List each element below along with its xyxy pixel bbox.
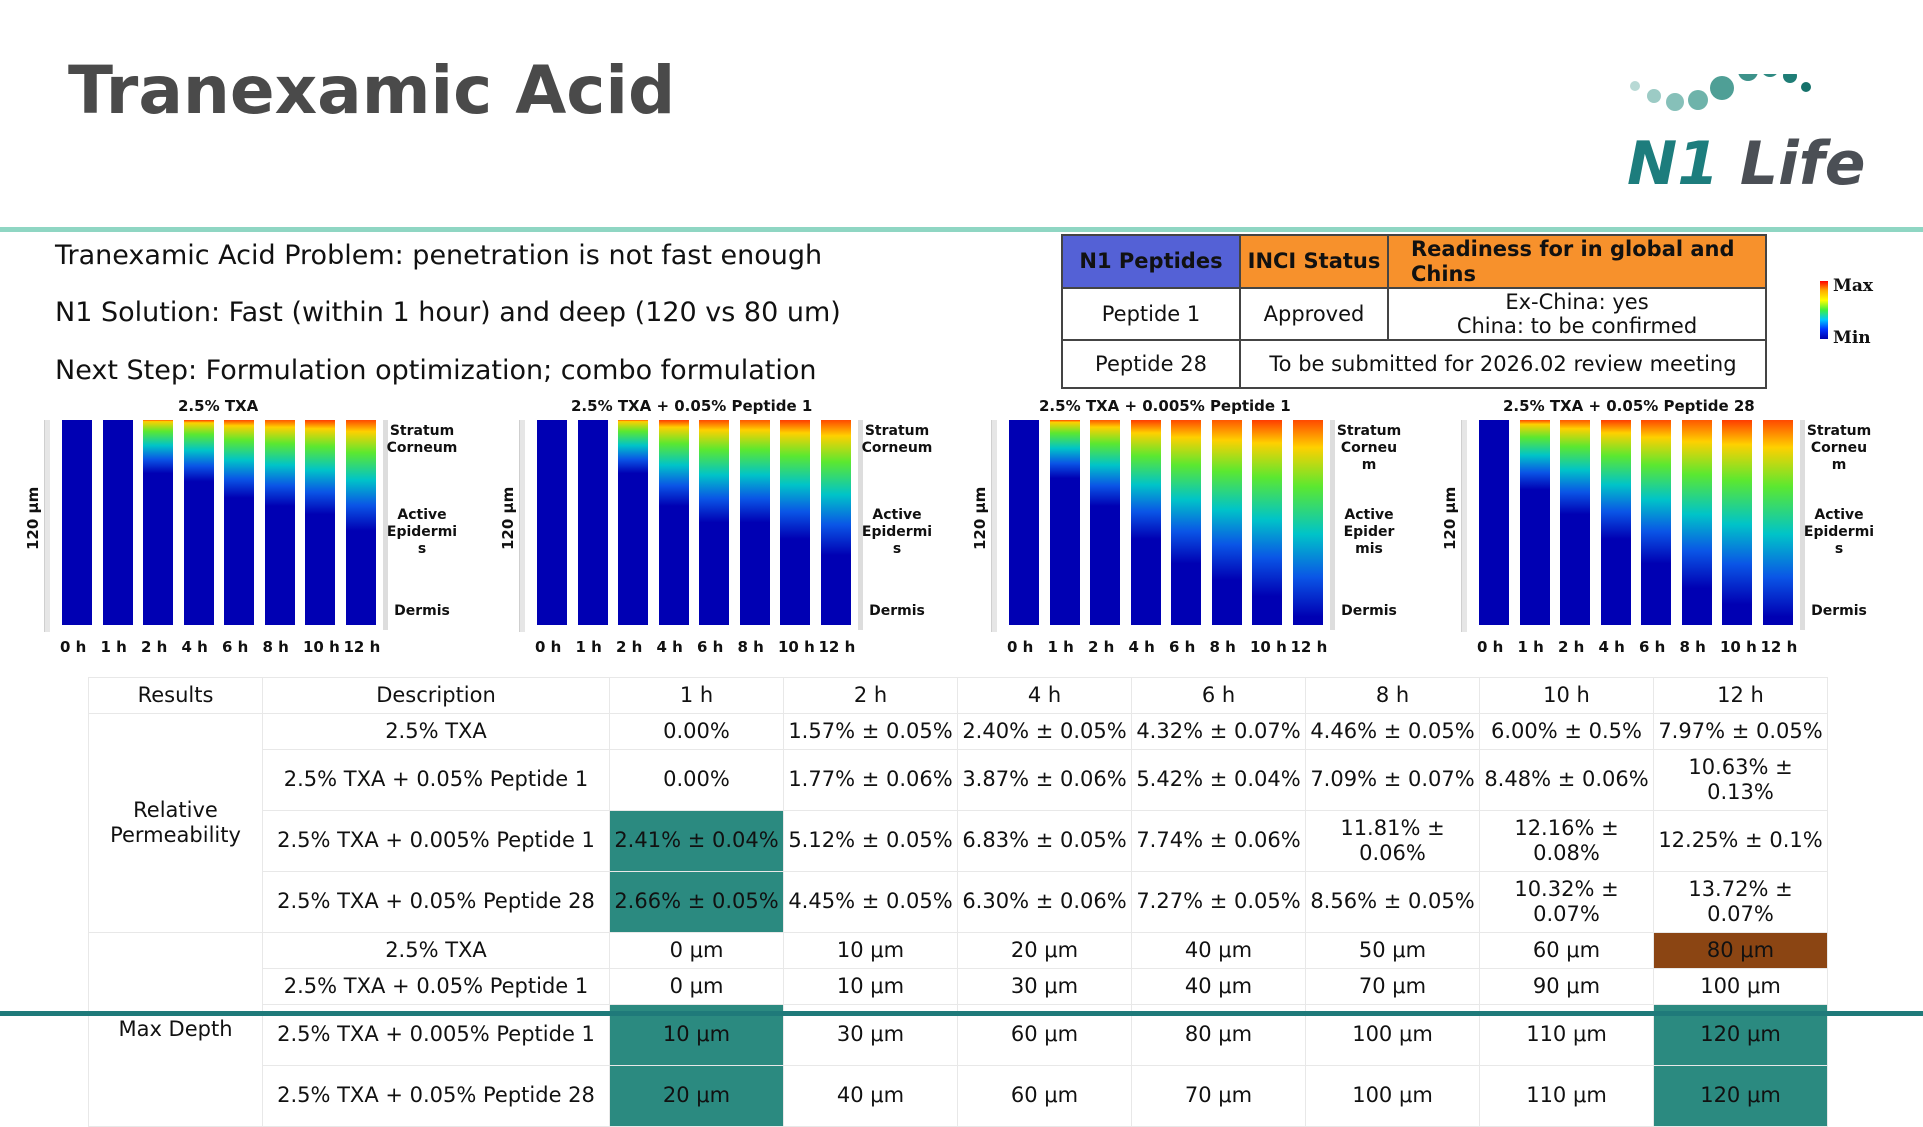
heatmap-column: [1560, 420, 1590, 625]
results-column-header: 8 h: [1306, 678, 1480, 714]
time-tick-label: 6 h: [697, 638, 724, 656]
panel-title: 2.5% TXA + 0.005% Peptide 1: [1039, 397, 1291, 415]
result-value-cell: 110 μm: [1480, 1005, 1654, 1066]
time-tick-label: 1 h: [1517, 638, 1544, 656]
time-tick-label: 0 h: [535, 638, 562, 656]
panel-title: 2.5% TXA: [178, 397, 259, 415]
result-value-cell: 0 μm: [610, 969, 784, 1005]
result-value-cell: 1.57% ± 0.05%: [784, 714, 958, 750]
readiness-line: Ex-China: yes: [1505, 289, 1649, 314]
result-value-cell: 0.00%: [610, 750, 784, 811]
results-column-header: 2 h: [784, 678, 958, 714]
heatmap-column: [1171, 420, 1201, 625]
result-value-cell: 2.41% ± 0.04%: [610, 811, 784, 872]
time-tick-label: 0 h: [1007, 638, 1034, 656]
y-axis-label: 120 μm: [1441, 486, 1459, 550]
result-value-cell: 6.83% ± 0.05%: [958, 811, 1132, 872]
result-value-cell: 40 μm: [1132, 969, 1306, 1005]
time-tick-label: 2 h: [141, 638, 168, 656]
layer-label-active-epidermis: Active Epider mis: [1343, 507, 1395, 557]
result-value-cell: 8.48% ± 0.06%: [1480, 750, 1654, 811]
result-value-cell: 100 μm: [1306, 1005, 1480, 1066]
heatmap-column: [224, 420, 254, 625]
result-value-cell: 4.45% ± 0.05%: [784, 872, 958, 933]
n1-life-logo: [1627, 129, 1866, 199]
layer-label-stratum-corneum: Stratum Corneum: [386, 423, 458, 456]
time-tick-label: 8 h: [1209, 638, 1236, 656]
heatmap-column: [305, 420, 335, 625]
heatmap-column: [1682, 420, 1712, 625]
layer-label-dermis: Dermis: [1341, 603, 1397, 619]
heatmap-column: [537, 420, 567, 625]
result-value-cell: 60 μm: [1480, 933, 1654, 969]
time-tick-label: 0 h: [1477, 638, 1504, 656]
panel-title: 2.5% TXA + 0.05% Peptide 1: [571, 397, 813, 415]
formulation-description: 2.5% TXA + 0.05% Peptide 28: [263, 1066, 610, 1127]
time-tick-label: 12 h: [818, 638, 856, 656]
formulation-description: 2.5% TXA + 0.05% Peptide 28: [263, 872, 610, 933]
readiness-merged: To be submitted for 2026.02 review meeting: [1240, 340, 1766, 388]
y-axis-label: 120 μm: [499, 486, 517, 550]
layer-label-stratum-corneum: Stratum Corneu m: [1806, 423, 1872, 473]
heatmap-column: [578, 420, 608, 625]
formulation-description: 2.5% TXA + 0.05% Peptide 1: [263, 750, 610, 811]
result-value-cell: 70 μm: [1132, 1066, 1306, 1127]
time-tick-label: 12 h: [343, 638, 381, 656]
heatmap-panel: [24, 395, 490, 660]
problem-statement: Tranexamic Acid Problem: penetration is not fast enough: [55, 240, 823, 271]
heatmap-column: [618, 420, 648, 625]
inci-status: Approved: [1240, 288, 1388, 340]
result-value-cell: 0.00%: [610, 714, 784, 750]
time-tick-label: 4 h: [1128, 638, 1155, 656]
time-tick-label: 8 h: [1679, 638, 1706, 656]
result-value-cell: 13.72% ± 0.07%: [1654, 872, 1828, 933]
time-tick-label: 6 h: [1169, 638, 1196, 656]
formulation-description: 2.5% TXA + 0.005% Peptide 1: [263, 811, 610, 872]
layer-label-dermis: Dermis: [1811, 603, 1867, 619]
result-value-cell: 6.30% ± 0.06%: [958, 872, 1132, 933]
time-tick-label: 6 h: [222, 638, 249, 656]
y-axis-label: 120 μm: [24, 486, 42, 550]
heatmap-column: [780, 420, 810, 625]
result-value-cell: 5.12% ± 0.05%: [784, 811, 958, 872]
result-value-cell: 120 μm: [1654, 1005, 1828, 1066]
result-value-cell: 20 μm: [958, 933, 1132, 969]
result-value-cell: 60 μm: [958, 1066, 1132, 1127]
result-value-cell: 60 μm: [958, 1005, 1132, 1066]
result-value-cell: 10 μm: [784, 969, 958, 1005]
result-value-cell: 50 μm: [1306, 933, 1480, 969]
result-value-cell: 30 μm: [784, 1005, 958, 1066]
time-tick-label: 8 h: [737, 638, 764, 656]
peptide-name: Peptide 1: [1062, 288, 1240, 340]
time-tick-label: 2 h: [1088, 638, 1115, 656]
heatmap-column: [1641, 420, 1671, 625]
y-axis-label: 120 μm: [971, 486, 989, 550]
results-column-header: 6 h: [1132, 678, 1306, 714]
page-title: Tranexamic Acid: [68, 52, 676, 129]
result-value-cell: 4.46% ± 0.05%: [1306, 714, 1480, 750]
time-tick-label: 4 h: [656, 638, 683, 656]
heatmap-column: [659, 420, 689, 625]
result-value-cell: 90 μm: [1480, 969, 1654, 1005]
formulation-description: 2.5% TXA: [263, 714, 610, 750]
result-value-cell: 5.42% ± 0.04%: [1132, 750, 1306, 811]
readiness-line: China: to be confirmed: [1456, 314, 1698, 338]
results-group-label: Relative Permeability: [89, 714, 263, 933]
table-row: [89, 1066, 1828, 1127]
table-row: [89, 933, 1828, 969]
heatmap-column: [699, 420, 729, 625]
time-tick-label: 1 h: [100, 638, 127, 656]
layer-label-active-epidermis: Active Epidermi s: [861, 507, 933, 557]
solution-statement: N1 Solution: Fast (within 1 hour) and deep (120 vs 80 um): [55, 297, 841, 328]
time-tick-label: 1 h: [1047, 638, 1074, 656]
result-value-cell: 10 μm: [784, 933, 958, 969]
result-value-cell: 2.66% ± 0.05%: [610, 872, 784, 933]
formulation-description: 2.5% TXA + 0.05% Peptide 1: [263, 969, 610, 1005]
results-column-header: 10 h: [1480, 678, 1654, 714]
layer-label-active-epidermis: Active Epidermi s: [386, 507, 458, 557]
heatmap-panel: [1441, 395, 1907, 660]
result-value-cell: 2.40% ± 0.05%: [958, 714, 1132, 750]
scale-max-label: Max: [1833, 276, 1873, 296]
result-value-cell: 7.09% ± 0.07%: [1306, 750, 1480, 811]
time-tick-label: 1 h: [575, 638, 602, 656]
heatmap-panel: [499, 395, 965, 660]
result-value-cell: 100 μm: [1654, 969, 1828, 1005]
heatmap-column: [1212, 420, 1242, 625]
result-value-cell: 80 μm: [1132, 1005, 1306, 1066]
heatmap-column: [143, 420, 173, 625]
heatmap-column: [1293, 420, 1323, 625]
result-value-cell: 8.56% ± 0.05%: [1306, 872, 1480, 933]
panel-title: 2.5% TXA + 0.05% Peptide 28: [1503, 397, 1755, 415]
results-group-label: Max Depth: [89, 933, 263, 1127]
layer-label-dermis: Dermis: [869, 603, 925, 619]
time-tick-label: 12 h: [1290, 638, 1328, 656]
next-step-statement: Next Step: Formulation optimization; combo formulation: [55, 355, 817, 386]
peptide-name: Peptide 28: [1062, 340, 1240, 388]
table-row: [89, 872, 1828, 933]
result-value-cell: 6.00% ± 0.5%: [1480, 714, 1654, 750]
result-value-cell: 110 μm: [1480, 1066, 1654, 1127]
result-value-cell: 10.63% ± 0.13%: [1654, 750, 1828, 811]
header-divider: [0, 227, 1923, 232]
logo-life: Life: [1739, 129, 1866, 199]
result-value-cell: 120 μm: [1654, 1066, 1828, 1127]
heatmap-panel: [971, 395, 1437, 660]
table-row: [89, 811, 1828, 872]
heatmap-column: [1050, 420, 1080, 625]
heatmap-column: [1601, 420, 1631, 625]
table-row: [89, 750, 1828, 811]
results-column-header: Results: [89, 678, 263, 714]
result-value-cell: 30 μm: [958, 969, 1132, 1005]
result-value-cell: 10 μm: [610, 1005, 784, 1066]
heatmap-column: [1090, 420, 1120, 625]
results-column-header: 1 h: [610, 678, 784, 714]
time-tick-label: 4 h: [1598, 638, 1625, 656]
time-tick-label: 0 h: [60, 638, 87, 656]
heatmap-column: [1252, 420, 1282, 625]
result-value-cell: 10.32% ± 0.07%: [1480, 872, 1654, 933]
heatmap-column: [62, 420, 92, 625]
time-tick-label: 2 h: [1558, 638, 1585, 656]
col-header-readiness: Readiness for in global and Chins: [1388, 235, 1766, 288]
layer-label-stratum-corneum: Stratum Corneum: [861, 423, 933, 456]
results-column-header: 4 h: [958, 678, 1132, 714]
y-axis-bar: [519, 420, 525, 632]
result-value-cell: 7.27% ± 0.05%: [1132, 872, 1306, 933]
time-tick-label: 8 h: [262, 638, 289, 656]
result-value-cell: 12.16% ± 0.08%: [1480, 811, 1654, 872]
heatmap-column: [1009, 420, 1039, 625]
time-tick-label: 10 h: [1250, 638, 1287, 656]
layer-label-dermis: Dermis: [394, 603, 450, 619]
result-value-cell: 100 μm: [1306, 1066, 1480, 1127]
result-value-cell: 40 μm: [784, 1066, 958, 1127]
heatmap-column: [1479, 420, 1509, 625]
layer-label-stratum-corneum: Stratum Corneu m: [1336, 423, 1402, 473]
readiness-cell: [1388, 288, 1766, 340]
result-value-cell: 7.74% ± 0.06%: [1132, 811, 1306, 872]
peptide-status-table: [1061, 234, 1767, 389]
result-value-cell: 3.87% ± 0.06%: [958, 750, 1132, 811]
formulation-description: 2.5% TXA + 0.005% Peptide 1: [263, 1005, 610, 1066]
results-column-header: Description: [263, 678, 610, 714]
result-value-cell: 40 μm: [1132, 933, 1306, 969]
layer-label-active-epidermis: Active Epidermi s: [1803, 507, 1875, 557]
heatmap-column: [1763, 420, 1793, 625]
heatmap-column: [103, 420, 133, 625]
result-value-cell: 12.25% ± 0.1%: [1654, 811, 1828, 872]
result-value-cell: 80 μm: [1654, 933, 1828, 969]
formulation-description: 2.5% TXA: [263, 933, 610, 969]
heatmap-column: [821, 420, 851, 625]
time-tick-label: 10 h: [1720, 638, 1757, 656]
results-column-header: 12 h: [1654, 678, 1828, 714]
time-tick-label: 12 h: [1760, 638, 1798, 656]
result-value-cell: 70 μm: [1306, 969, 1480, 1005]
result-value-cell: 0 μm: [610, 933, 784, 969]
y-axis-bar: [44, 420, 50, 632]
heatmap-column: [1520, 420, 1550, 625]
heatmap-column: [1131, 420, 1161, 625]
logo-n1: N1: [1627, 129, 1719, 199]
result-value-cell: 11.81% ± 0.06%: [1306, 811, 1480, 872]
time-tick-label: 10 h: [778, 638, 815, 656]
heatmap-column: [1722, 420, 1752, 625]
time-tick-label: 10 h: [303, 638, 340, 656]
heatmap-column: [346, 420, 376, 625]
table-row: [89, 714, 1828, 750]
heatmap-column: [740, 420, 770, 625]
color-scale-bar: [1820, 281, 1828, 339]
time-tick-label: 6 h: [1639, 638, 1666, 656]
heatmap-column: [184, 420, 214, 625]
result-value-cell: 4.32% ± 0.07%: [1132, 714, 1306, 750]
y-axis-bar: [1461, 420, 1467, 632]
heatmap-column: [265, 420, 295, 625]
result-value-cell: 20 μm: [610, 1066, 784, 1127]
scale-min-label: Min: [1833, 328, 1871, 348]
table-row: [89, 969, 1828, 1005]
results-table: [88, 677, 1828, 1127]
result-value-cell: 1.77% ± 0.06%: [784, 750, 958, 811]
y-axis-bar: [991, 420, 997, 632]
result-value-cell: 7.97% ± 0.05%: [1654, 714, 1828, 750]
col-header-peptides: N1 Peptides: [1062, 235, 1240, 288]
results-header-row: [89, 678, 1828, 714]
col-header-inci: INCI Status: [1240, 235, 1388, 288]
time-tick-label: 2 h: [616, 638, 643, 656]
time-tick-label: 4 h: [181, 638, 208, 656]
footer-divider: [0, 1011, 1923, 1016]
